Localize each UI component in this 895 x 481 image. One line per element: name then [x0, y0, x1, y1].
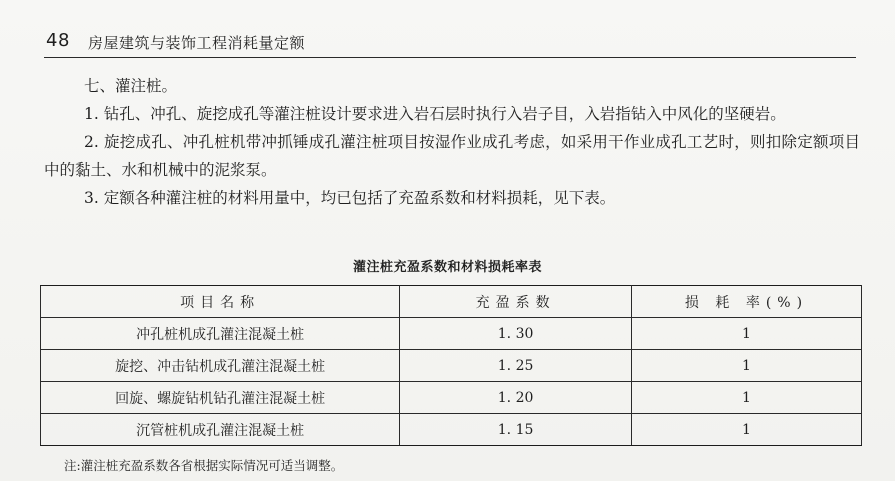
- cell-fill-coefficient: 1. 20: [400, 382, 632, 414]
- header-loss-rate: 损 耗 率(%): [632, 286, 862, 318]
- body-text: [44, 72, 860, 212]
- cell-loss-rate: 1: [632, 382, 862, 414]
- cell-item-name: 回旋、螺旋钻机钻孔灌注混凝土桩: [41, 382, 400, 414]
- paragraph-2: 2. 旋挖成孔、冲孔桩机带冲抓锤成孔灌注桩项目按湿作业成孔考虑，如采用干作业成孔工艺时，则扣除定额项目中的黏土、水和机械中的泥浆泵。: [44, 133, 860, 179]
- cell-fill-coefficient: 1. 15: [400, 414, 632, 446]
- page-header: [0, 0, 895, 60]
- page-number: 48: [46, 30, 70, 51]
- paragraph-3: 3. 定额各种灌注桩的材料用量中，均已包括了充盈系数和材料损耗，见下表。: [84, 189, 616, 207]
- table-footnote: 注:灌注桩充盈系数各省根据实际情况可适当调整。: [64, 458, 344, 473]
- cell-item-name: 冲孔桩机成孔灌注混凝土桩: [41, 318, 400, 350]
- cell-fill-coefficient: 1. 25: [400, 350, 632, 382]
- table-row: [41, 382, 862, 414]
- table-row: [41, 350, 862, 382]
- table-caption: 灌注桩充盈系数和材料损耗率表: [352, 260, 542, 275]
- running-header-title: 房屋建筑与装饰工程消耗量定额: [88, 34, 306, 52]
- cell-fill-coefficient: 1. 30: [400, 318, 632, 350]
- cell-loss-rate: 1: [632, 414, 862, 446]
- cell-item-name: 沉管桩机成孔灌注混凝土桩: [41, 414, 400, 446]
- header-divider: [44, 57, 856, 58]
- header-item-name: 项目名称: [41, 286, 400, 318]
- table-row: [41, 414, 862, 446]
- cell-loss-rate: 1: [632, 350, 862, 382]
- cell-loss-rate: 1: [632, 318, 862, 350]
- section-heading: 七、灌注桩。: [84, 77, 178, 95]
- header-fill-coefficient: 充盈系数: [400, 286, 632, 318]
- paragraph-1: 1. 钻孔、冲孔、旋挖成孔等灌注桩设计要求进入岩石层时执行入岩子目，入岩指钻入中风化的坚硬岩。: [84, 105, 786, 123]
- table-header-row: [41, 286, 862, 318]
- fill-coefficient-table: [40, 285, 862, 446]
- cell-item-name: 旋挖、冲击钻机成孔灌注混凝土桩: [41, 350, 400, 382]
- table-row: [41, 318, 862, 350]
